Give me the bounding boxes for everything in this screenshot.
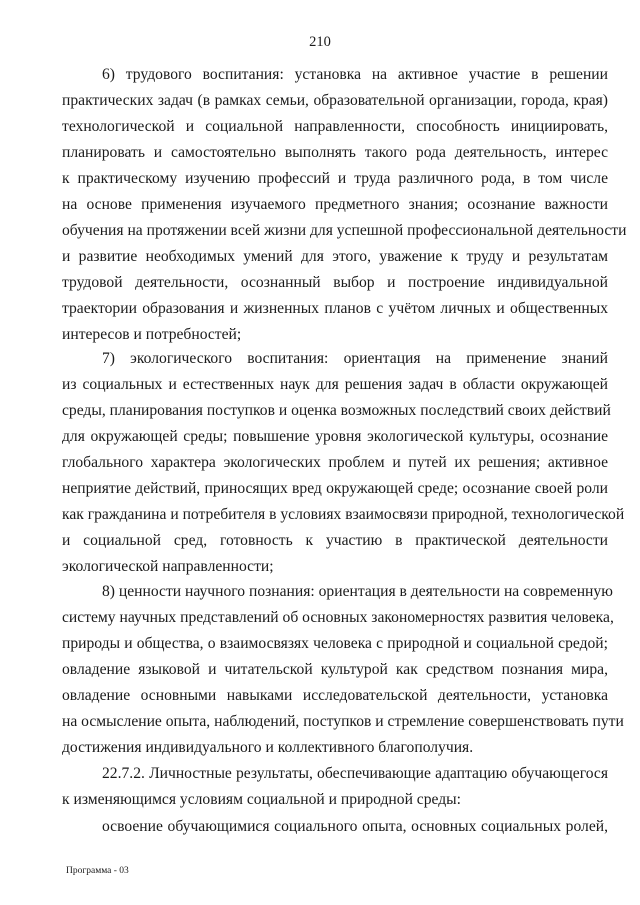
text-line: неприятие действий, приносящих вред окружающей среде; осознание своей роли xyxy=(62,480,608,497)
text-line: систему научных представлений об основных закономерностях развития человека, xyxy=(62,609,614,626)
text-line: среды, планирования поступков и оценка возможных последствий своих действий xyxy=(62,402,611,419)
text-line: освоение обучающимися социального опыта, основных социальных ролей, xyxy=(102,818,608,835)
text-line: интересов и потребностей; xyxy=(62,326,242,343)
text-line: обучения на протяжении всей жизни для успешной профессиональной деятельности xyxy=(62,222,627,239)
text-line: к практическому изучению профессий и труда различного рода, в том числе xyxy=(62,170,608,187)
text-line: достижения индивидуального и коллективного благополучия. xyxy=(62,739,474,756)
text-line: глобального характера экологических проблем и путей их решения; активное xyxy=(62,454,608,471)
text-line: на основе применения изучаемого предметного знания; осознание важности xyxy=(62,196,608,213)
text-line: 8) ценности научного познания: ориентация в деятельности на современную xyxy=(102,583,613,600)
text-line: 22.7.2. Личностные результаты, обеспечивающие адаптацию обучающегося xyxy=(102,765,608,782)
text-line: из социальных и естественных наук для решения задач в области окружающей xyxy=(62,376,608,393)
text-line: траектории образования и жизненных планов с учётом личных и общественных xyxy=(62,300,608,317)
text-line: к изменяющимся условиям социальной и природной среды: xyxy=(62,791,461,808)
text-line: практических задач (в рамках семьи, образовательной организации, города, края) xyxy=(62,92,608,109)
text-line: для окружающей среды; повышение уровня экологической культуры, осознание xyxy=(62,428,608,445)
text-line: как гражданина и потребителя в условиях взаимосвязи природной, технологической xyxy=(62,506,625,523)
page-number: 210 xyxy=(309,34,331,50)
text-line: 6) трудового воспитания: установка на активное участие в решении xyxy=(102,66,608,83)
text-line: экологической направленности; xyxy=(62,558,274,575)
text-line: трудовой деятельности, осознанный выбор и построение индивидуальной xyxy=(62,274,608,291)
text-line: на осмысление опыта, наблюдений, поступков и стремление совершенствовать пути xyxy=(62,713,624,730)
text-line: природы и общества, о взаимосвязях человека с природной и социальной средой; xyxy=(62,635,608,652)
footer-label: Программа - 03 xyxy=(66,866,129,876)
text-line: овладение языковой и читательской культурой как средством познания мира, xyxy=(62,661,608,678)
text-line: и развитие необходимых умений для этого, уважение к труду и результатам xyxy=(62,248,608,265)
text-line: планировать и самостоятельно выполнять такого рода деятельность, интерес xyxy=(62,144,608,161)
text-line: технологической и социальной направленности, способность инициировать, xyxy=(62,118,608,135)
text-line: и социальной сред, готовность к участию в практической деятельности xyxy=(62,532,608,549)
text-line: овладение основными навыками исследовательской деятельности, установка xyxy=(62,687,608,704)
text-line: 7) экологического воспитания: ориентация на применение знаний xyxy=(102,350,608,367)
